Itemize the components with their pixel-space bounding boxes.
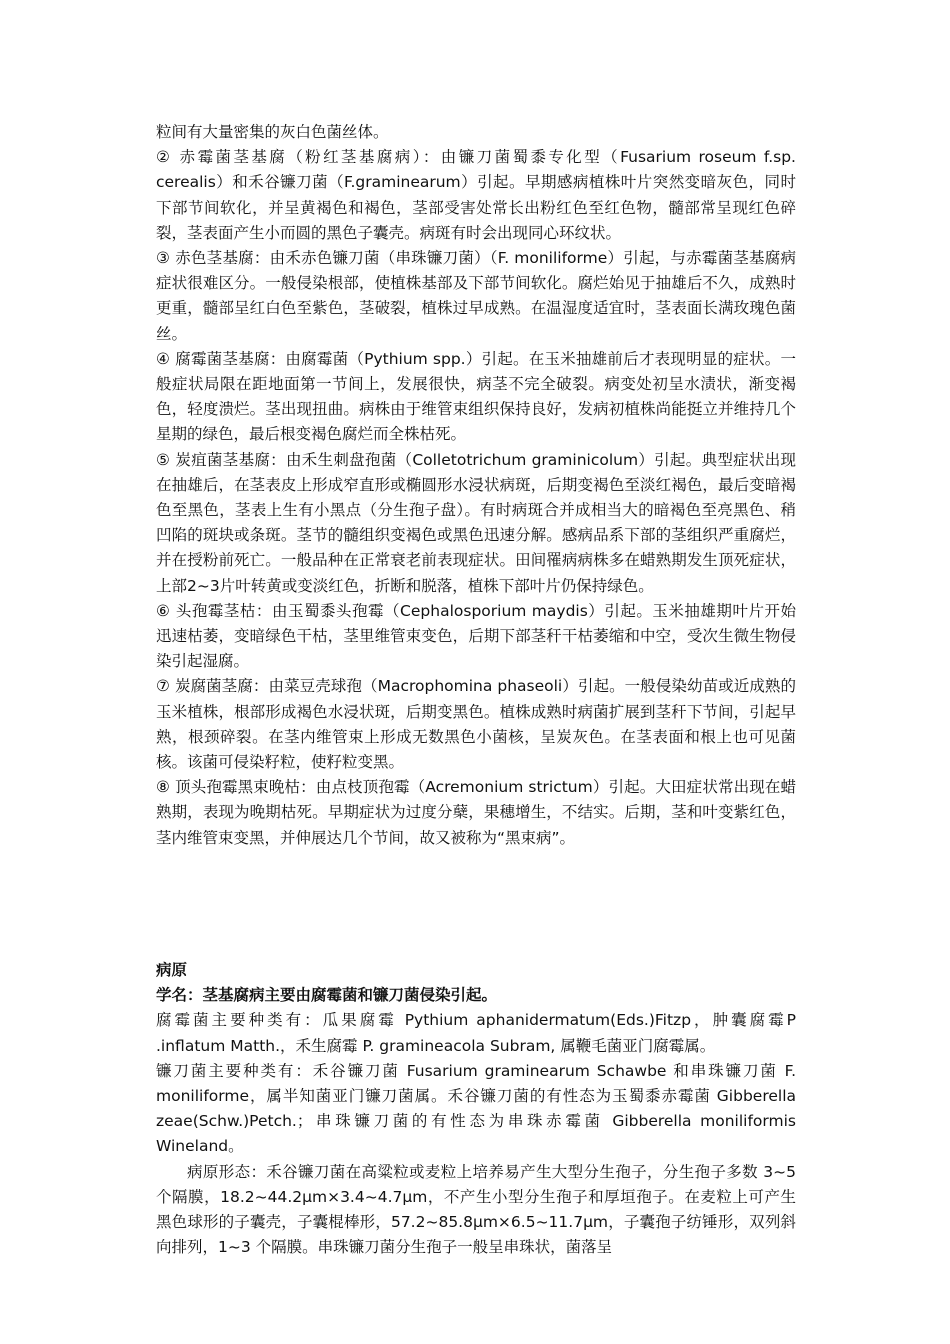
symptoms-section	[156, 120, 796, 851]
fusarium-species-paragraph: 镰刀菌主要种类有：禾谷镰刀菌 Fusarium graminearum Schawbe 和串珠镰刀菌 F. moniliforme，属半知菌亚门镰刀菌属。禾谷镰刀菌的有性态为玉蜀黍赤霉菌 Gibberella zeae(Schw.)Petch.；串珠镰刀菌的有性态为串珠赤霉菌 Gibberella moniliformis Wineland。	[156, 1061, 796, 1156]
scientific-name-line: 学名：茎基腐病主要由腐霉菌和镰刀菌侵染引起。	[156, 986, 498, 1005]
morphology-paragraph: 病原形态：禾谷镰刀菌在高粱粒或麦粒上培养易产生大型分生孢子，分生孢子多数 3~5 个隔膜，18.2~44.2μm×3.4~4.7μm，不产生小型分生孢子和厚垣孢子。在麦粒上可产生黑色球形的子囊壳，子囊棍棒形，57.2~85.8μm×6.5~11.7μm，子囊孢子纺锤形，双列斜向排列，1~3 个隔膜。串珠镰刀菌分生孢子一般呈串珠状，菌落呈	[156, 1162, 796, 1257]
pythium-species-paragraph: 腐霉菌主要种类有：瓜果腐霉 Pythium aphanidermatum(Eds.)Fitzp，肿囊腐霉P .inflatum Matth.，禾生腐霉 P. gramineacola Subram, 属鞭毛菌亚门腐霉属。	[156, 1011, 796, 1055]
item-macrophomina: ⑦ 炭腐菌茎腐：由菜豆壳球孢（Macrophomina phaseoli）引起。一般侵染幼苗或近成熟的玉米植株，根部形成褐色水浸状斑，后期变黑色。植株成熟时病菌扩展到茎秆下节间，引起早熟，根颈碎裂。在茎内维管束上形成无数黑色小菌核，呈炭灰色。在茎表面和根上也可见菌核。该菌可侵染籽粒，使籽粒变黑。	[156, 677, 796, 772]
item-colletotrichum: ⑤ 炭疽菌茎基腐：由禾生刺盘孢菌（Colletotrichum graminicolum）引起。典型症状出现在抽雄后，在茎表皮上形成窄直形或椭圆形水浸状病斑，后期变褐色至淡红褐色，最后变暗褐色至黑色，茎表上生有小黑点（分生孢子盘）。有时病斑合并成相当大的暗褐色至亮黑色、稍凹陷的斑块或条斑。茎节的髓组织变褐色或黑色迅速分解。感病品系下部的茎组织严重腐烂，并在授粉前死亡。一般品种在正常衰老前表现症状。田间罹病病株多在蜡熟期发生顶死症状，上部2~3片叶转黄或变淡红色，折断和脱落，植株下部叶片仍保持绿色。	[156, 450, 796, 595]
item-cephalosporium: ⑥ 头孢霉茎枯：由玉蜀黍头孢霉（Cephalosporium maydis）引起。玉米抽雄期叶片开始迅速枯萎，变暗绿色干枯，茎里维管束变色，后期下部茎秆干枯萎缩和中空，受次生微生物侵染引起湿腐。	[156, 601, 796, 671]
item-fusarium-roseum: ② 赤霉菌茎基腐（粉红茎基腐病）：由镰刀菌蜀黍专化型（Fusarium roseum f.sp. cerealis）和禾谷镰刀菌（F.graminearum）引起。早期感病植株叶片突然变暗灰色，同时下部节间软化，并呈黄褐色和褐色，茎部受害处常长出粉红色至红色物，髓部常呈现红色碎裂，茎表面产生小而圆的黑色子囊壳。病斑有时会出现同心环纹状。	[156, 148, 796, 242]
item-pythium: ④ 腐霉菌茎基腐：由腐霉菌（Pythium spp.）引起。在玉米抽雄前后才表现明显的症状。一般症状局限在距地面第一节间上，发展很快，病茎不完全破裂。病变处初呈水渍状，渐变褐色，轻度溃烂。茎出现扭曲。病株由于维管束组织保持良好，发病初植株尚能挺立并维持几个星期的绿色，最后根变褐色腐烂而全株枯死。	[156, 349, 796, 444]
item-fusarium-moniliforme: ③ 赤色茎基腐：由禾赤色镰刀菌（串珠镰刀菌）（F. moniliforme）引起，与赤霉菌茎基腐病症状很难区分。一般侵染根部，使植株基部及下部节间软化。腐烂始见于抽雄后不久，成熟时更重，髓部呈红白色至紫色，茎破裂，植株过早成熟。在温湿度适宜时，茎表面长满玫瑰色菌丝。	[156, 249, 796, 343]
item-acremonium: ⑧ 顶头孢霉黑束晚枯：由点枝顶孢霉（Acremonium strictum）引起。大田症状常出现在蜡熟期，表现为晚期枯死。早期症状为过度分蘖，果穗增生，不结实。后期，茎和叶变紫红色，茎内维管束变黑，并伸展达几个节间，故又被称为“黑束病”。	[156, 778, 796, 847]
continuation-paragraph: 粒间有大量密集的灰白色菌丝体。	[156, 123, 389, 141]
pathogen-section	[156, 958, 796, 1260]
pathogen-heading: 病原	[156, 961, 188, 979]
